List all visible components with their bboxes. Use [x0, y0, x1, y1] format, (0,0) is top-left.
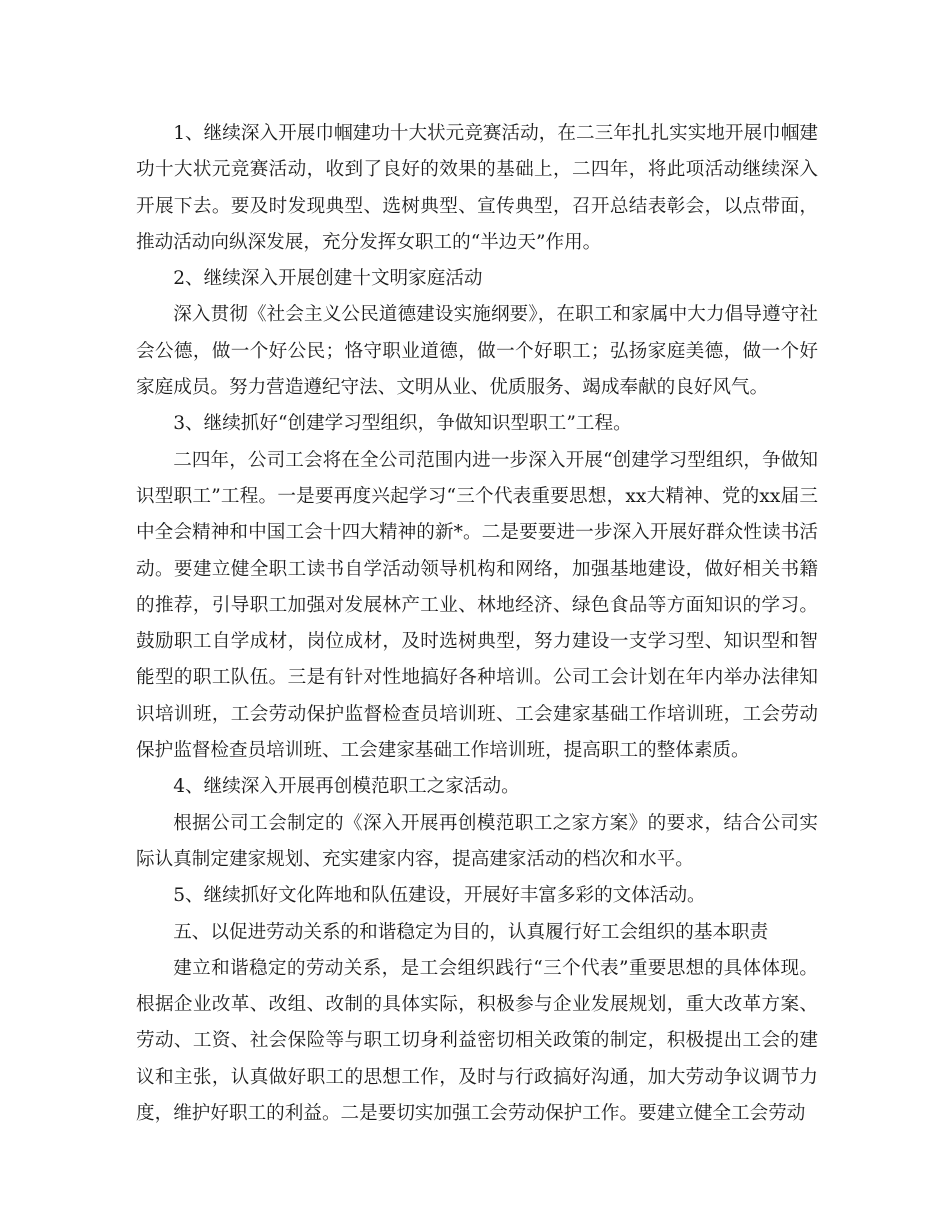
paragraph-item-10: 建立和谐稳定的劳动关系，是工会组织践行“三个代表”重要思想的具体体现。根据企业改革、改组、改制的具体实际，积极参与企业发展规划，重大改革方案、劳动、工资、社会保险等与职工切身利益密切相关政策的制定，积极提出工会的建议和主张，认真做好职工的思想工作，及时与行政搞好沟通，加大劳动争议调节力度，维护好职工的利益。二是要切实加强工会劳动保护工作。要建立健全工会劳动: [136, 957, 818, 1125]
paragraph-item-1: 1、继续深入开展巾帼建功十大状元竞赛活动，在二三年扎扎实实地开展巾帼建功十大状元竞赛活动，收到了良好的效果的基础上，二四年，将此项活动继续深入开展下去。要及时发现典型、选树典型、宣传典型，召开总结表彰会，以点带面，推动活动向纵深发展，充分发挥女职工的“半边天”作用。: [136, 123, 818, 253]
document-body: [136, 116, 818, 1132]
section-heading-5: 五、以促进劳动关系的和谐稳定为目的，认真履行好工会组织的基本职责: [173, 921, 769, 943]
paragraph-item-6: 4、继续深入开展再创模范职工之家活动。: [173, 776, 520, 798]
paragraph-item-2: 2、继续深入开展创建十文明家庭活动: [173, 268, 483, 290]
paragraph-item-8: 5、继续抓好文化阵地和队伍建设，开展好丰富多彩的文体活动。: [173, 885, 706, 907]
paragraph-item-5: 二四年，公司工会将在全公司范围内进一步深入开展“创建学习型组织，争做知识型职工”工程。一是要再度兴起学习“三个代表重要思想，xx大精神、党的xx届三中全会精神和中国工会十四大精神的新*。二是要要进一步深入开展好群众性读书活动。要建立健全职工读书自学活动领导机构和网络，加强基地建设，做好相关书籍的推荐，引导职工加强对发展林产工业、林地经济、绿色食品等方面知识的学习。鼓励职工自学成材，岗位成材，及时选树典型，努力建设一支学习型、知识型和智能型的职工队伍。三是有针对性地搞好各种培训。公司工会计划在年内举办法律知识培训班，工会劳动保护监督检查员培训班、工会建家基础工作培训班，工会劳动保护监督检查员培训班、工会建家基础工作培训班，提高职工的整体素质。: [136, 449, 818, 762]
paragraph-item-3: 深入贯彻《社会主义公民道德建设实施纲要》，在职工和家属中大力倡导遵守社会公德，做一个好公民；恪守职业道德，做一个好职工；弘扬家庭美德，做一个好家庭成员。努力营造遵纪守法、文明从业、优质服务、竭成奉献的良好风气。: [136, 304, 818, 399]
paragraph-item-4: 3、继续抓好“创建学习型组织，争做知识型职工”工程。: [173, 413, 632, 435]
paragraph-item-7: 根据公司工会制定的《深入开展再创模范职工之家方案》的要求，结合公司实际认真制定建家规划、充实建家内容，提高建家活动的档次和水平。: [136, 812, 818, 870]
